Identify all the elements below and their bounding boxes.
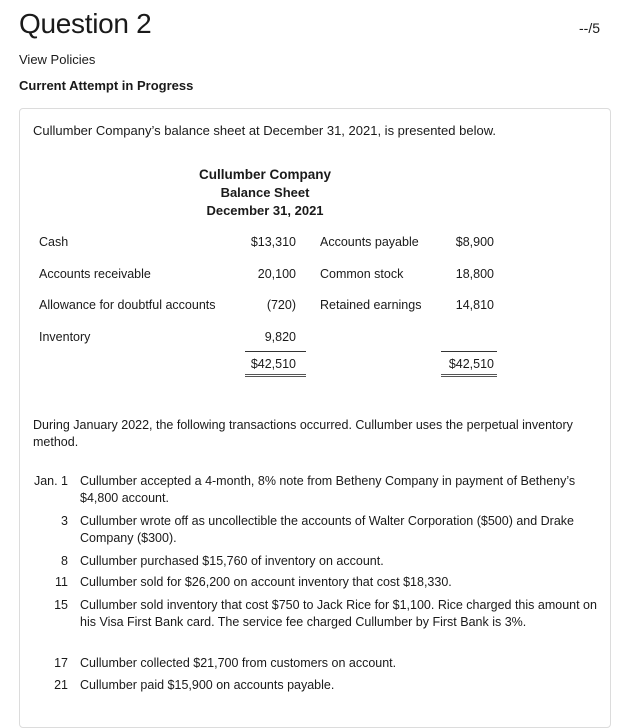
- transaction-date: 8: [61, 554, 68, 568]
- asset-label-receivable: Accounts receivable: [39, 267, 151, 281]
- company-name: Cullumber Company: [198, 167, 331, 182]
- equity-value-common-stock: 18,800: [455, 267, 494, 281]
- transaction-text: Cullumber paid $15,900 on accounts payable.: [80, 678, 335, 692]
- liability-label-payable: Accounts payable: [320, 235, 419, 249]
- question-title: Question 2: [19, 8, 152, 39]
- liabilities-total-rule: [441, 374, 497, 377]
- assets-total: $42,510: [250, 357, 296, 371]
- asset-label-cash: Cash: [39, 235, 69, 249]
- problem-intro: Cullumber Company’s balance sheet at December 31, 2021, is presented below.: [33, 123, 496, 138]
- liabilities-subtotal-rule: [441, 351, 497, 352]
- attempt-status: Current Attempt in Progress: [19, 78, 194, 93]
- transaction-date: 3: [61, 514, 68, 528]
- transaction-text: Cullumber purchased $15,760 of inventory on account.: [80, 554, 384, 568]
- asset-value-cash: $13,310: [250, 235, 296, 249]
- view-policies-link[interactable]: View Policies: [19, 52, 96, 67]
- transaction-text: Cullumber sold for $26,200 on account inventory that cost $18,330.: [80, 575, 452, 589]
- transactions-intro: During January 2022, the following transactions occurred. Cullumber uses the perpetual inventory method.: [33, 418, 573, 449]
- transaction-date: 11: [55, 575, 68, 589]
- asset-label-inventory: Inventory: [39, 330, 91, 344]
- score-indicator: --/5: [579, 20, 600, 36]
- equity-label-retained-earnings: Retained earnings: [320, 298, 422, 312]
- question-card: [19, 108, 611, 728]
- transaction-text: Cullumber sold inventory that cost $750 to Jack Rice for $1,100. Rice charged this amount on his Visa First Bank card. The service fee charged Cullumber by First Bank is 3%.: [80, 598, 597, 629]
- statement-title: Balance Sheet: [220, 185, 310, 200]
- asset-value-inventory: 9,820: [264, 330, 296, 344]
- transaction-text: Cullumber collected $21,700 from customers on account.: [80, 656, 397, 670]
- transaction-text: Cullumber wrote off as uncollectible the accounts of Walter Corporation ($500) and Drake Company ($300).: [80, 514, 575, 545]
- assets-subtotal-rule: [245, 351, 306, 352]
- equity-value-retained-earnings: 14,810: [455, 298, 494, 312]
- liability-value-payable: $8,900: [455, 235, 494, 249]
- asset-value-receivable: 20,100: [257, 267, 296, 281]
- liabilities-total: $42,510: [448, 357, 494, 371]
- asset-label-allowance: Allowance for doubtful accounts: [39, 298, 216, 312]
- transaction-date: 21: [54, 678, 68, 692]
- equity-label-common-stock: Common stock: [320, 267, 404, 281]
- transaction-text: Cullumber accepted a 4-month, 8% note from Betheny Company in payment of Betheny’s $4,800 account.: [80, 474, 576, 505]
- statement-date: December 31, 2021: [206, 203, 324, 218]
- transaction-date: Jan. 1: [33, 474, 68, 488]
- assets-total-rule: [245, 374, 306, 377]
- transaction-date: 17: [54, 656, 68, 670]
- asset-value-allowance: (720): [266, 298, 296, 312]
- transaction-date: 15: [54, 598, 68, 612]
